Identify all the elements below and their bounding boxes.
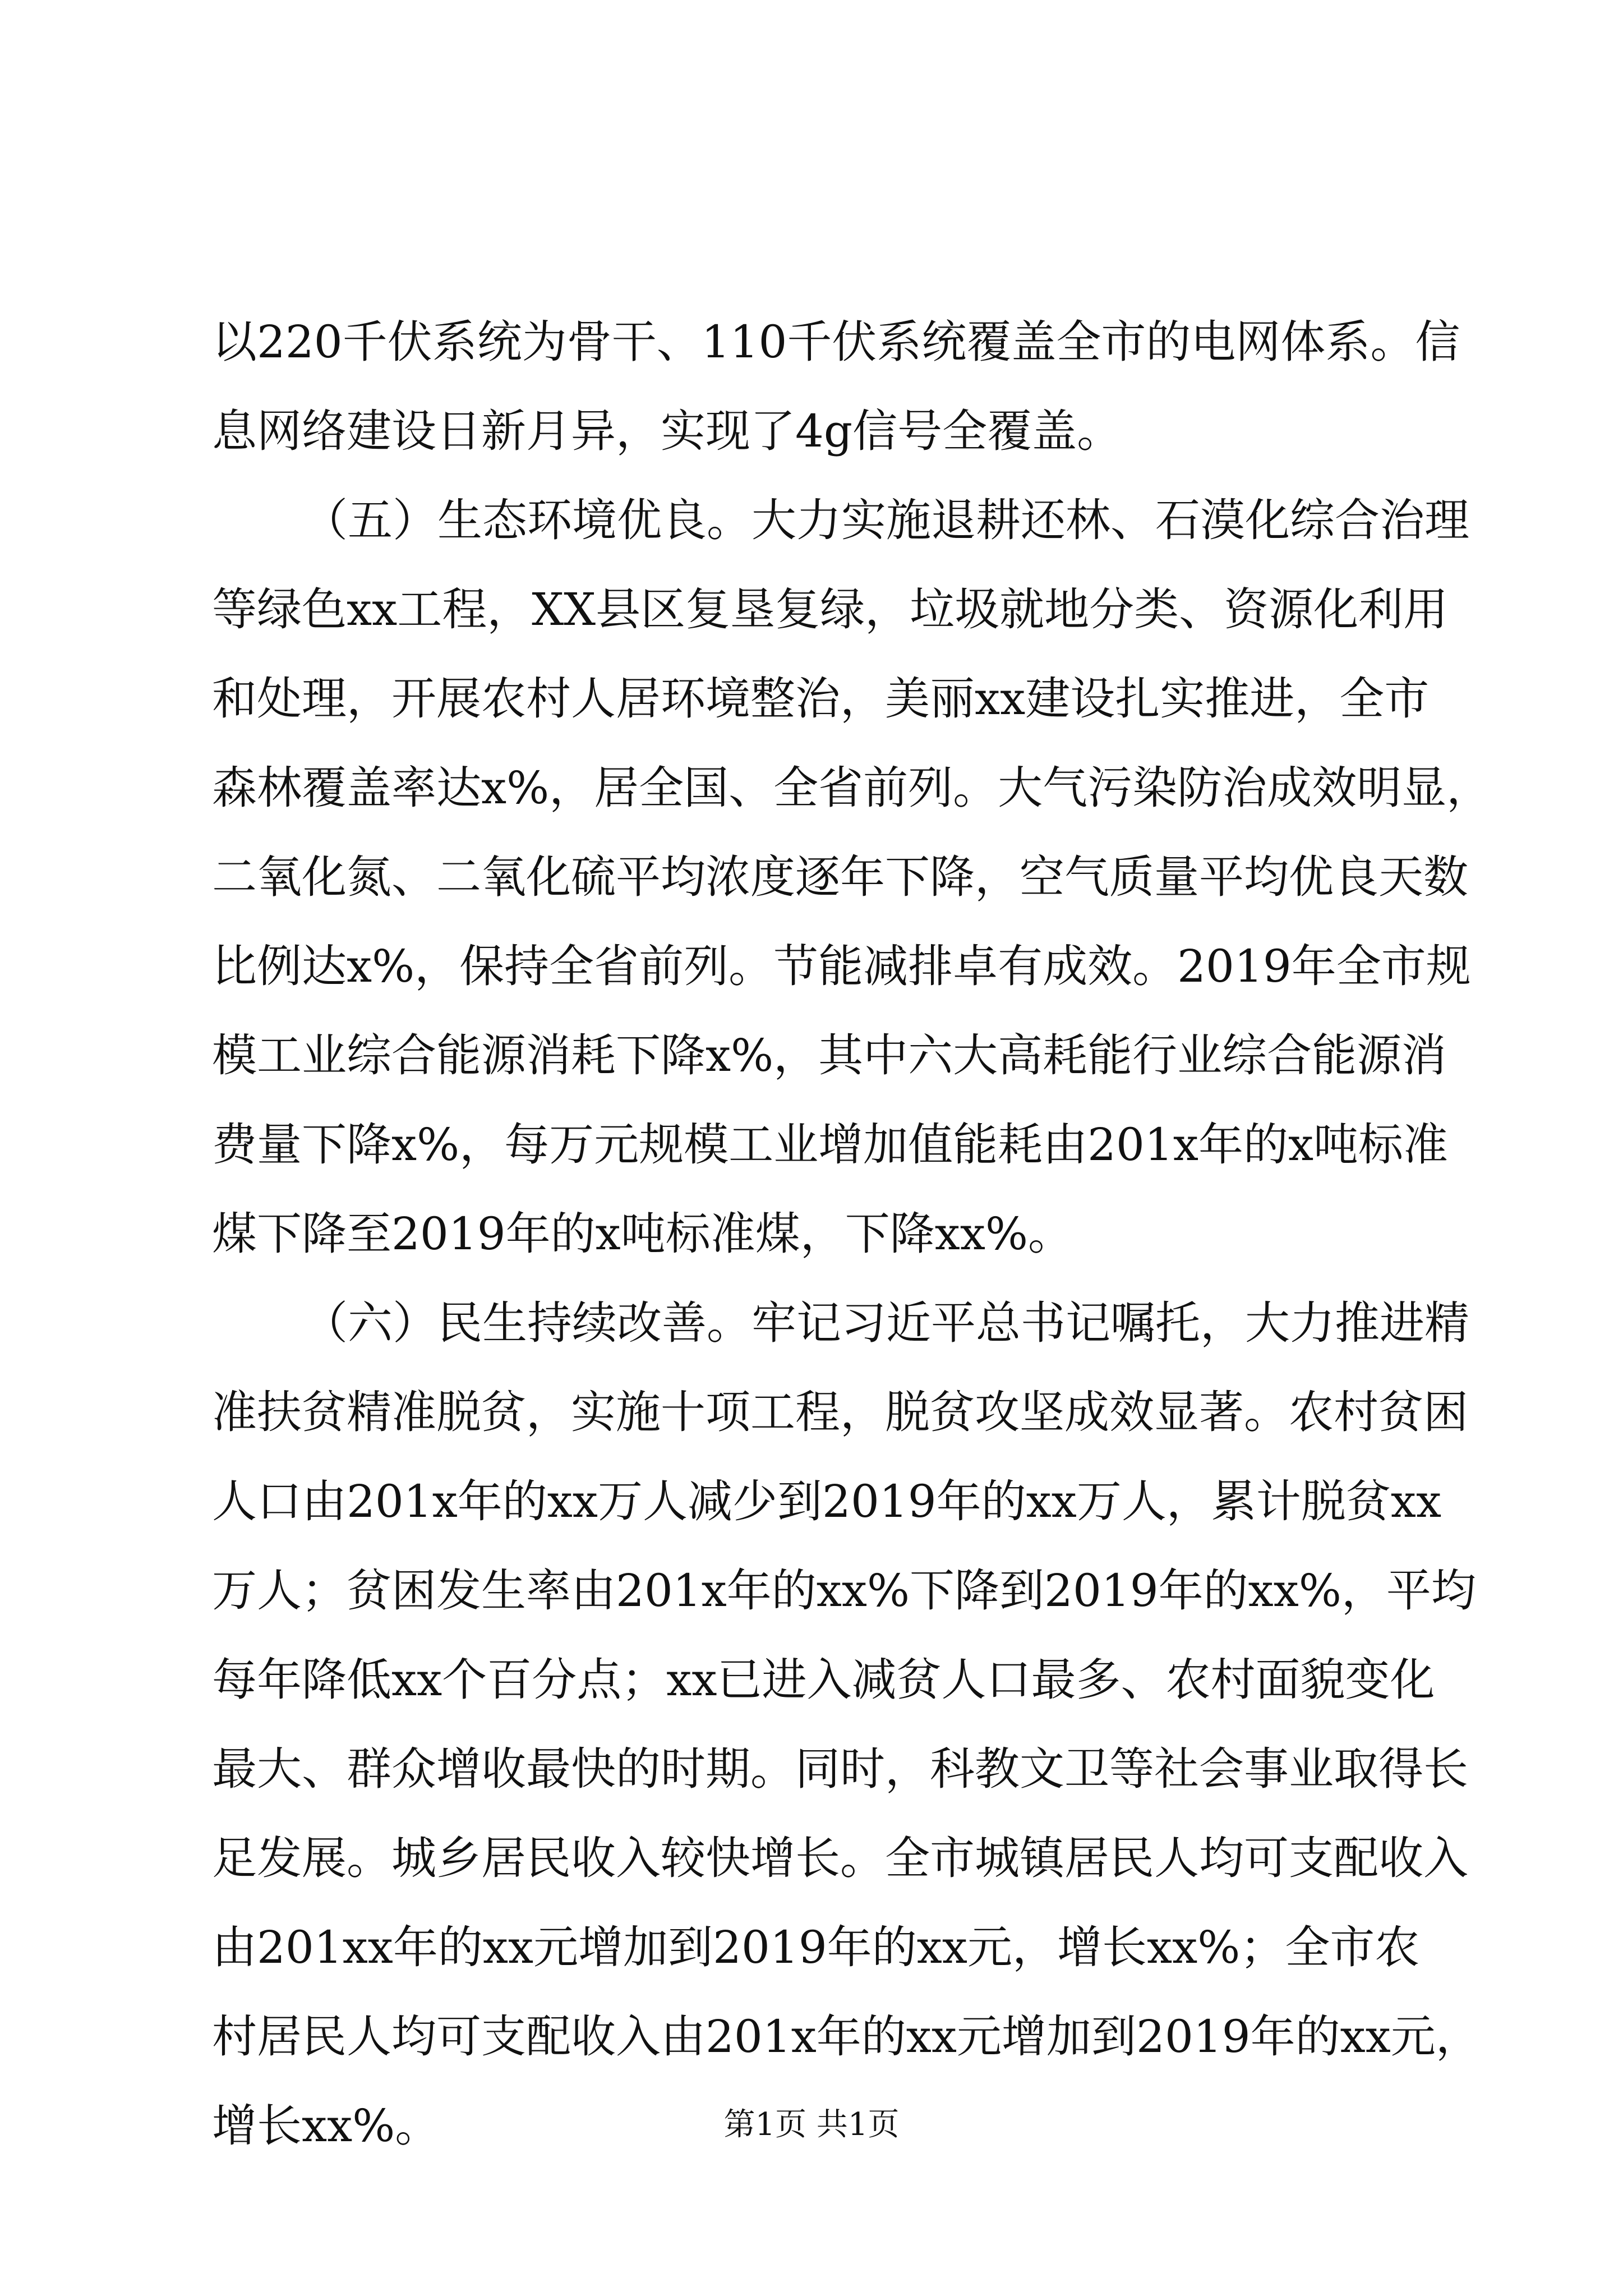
- page-footer: 第1页 共1页: [723, 2106, 900, 2143]
- section-heading-line: （六）民生持续改善。牢记习近平总书记嘱托，大力推进精: [303, 1297, 1469, 1349]
- text-line: 比例达x%，保持全省前列。节能减排卓有成效。2019年全市规: [212, 940, 1471, 992]
- section-heading-line: （五）生态环境优良。大力实施退耕还林、石漠化综合治理: [303, 494, 1469, 546]
- text-line: 等绿色xx工程，XX县区复垦复绿，垃圾就地分类、资源化利用: [212, 583, 1449, 636]
- text-line: 模工业综合能源消耗下降x%，其中六大高耗能行业综合能源消: [212, 1029, 1447, 1082]
- text-line: 和处理，开展农村人居环境整治，美丽xx建设扎实推进，全市: [212, 673, 1430, 725]
- document-body: [212, 297, 1492, 2170]
- text-line: 煤下降至2019年的x吨标准煤，下降xx%。: [212, 1208, 1073, 1260]
- text-line: 村居民人均可支配收入由201x年的xx元增加到2019年的xx元，: [212, 2010, 1481, 2063]
- text-line: 足发展。城乡居民收入较快增长。全市城镇居民人均可支配收入: [212, 1832, 1468, 1884]
- text-line: 准扶贫精准脱贫，实施十项工程，脱贫攻坚成效显著。农村贫困: [212, 1386, 1468, 1438]
- text-line: 每年降低xx个百分点；xx已进入减贫人口最多、农村面貌变化: [212, 1654, 1435, 1706]
- text-line: 增长xx%。: [212, 2100, 440, 2152]
- text-line: 人口由201x年的xx万人减少到2019年的xx万人，累计脱贫xx: [212, 1475, 1442, 1527]
- text-line: 以220千伏系统为骨干、110千伏系统覆盖全市的电网体系。信: [212, 316, 1460, 368]
- text-line: 森林覆盖率达x%，居全国、全省前列。大气污染防治成效明显，: [212, 762, 1492, 814]
- text-line: 最大、群众增收最快的时期。同时，科教文卫等社会事业取得长: [212, 1743, 1468, 1795]
- text-line: 费量下降x%，每万元规模工业增加值能耗由201x年的x吨标准: [212, 1119, 1449, 1171]
- text-line: 二氧化氮、二氧化硫平均浓度逐年下降，空气质量平均优良天数: [212, 851, 1468, 903]
- text-line: 由201xx年的xx元增加到2019年的xx元，增长xx%；全市农: [212, 1921, 1420, 1973]
- text-line: 息网络建设日新月异，实现了4g信号全覆盖。: [212, 405, 1122, 457]
- text-line: 万人；贫困发生率由201x年的xx%下降到2019年的xx%，平均: [212, 1565, 1476, 1617]
